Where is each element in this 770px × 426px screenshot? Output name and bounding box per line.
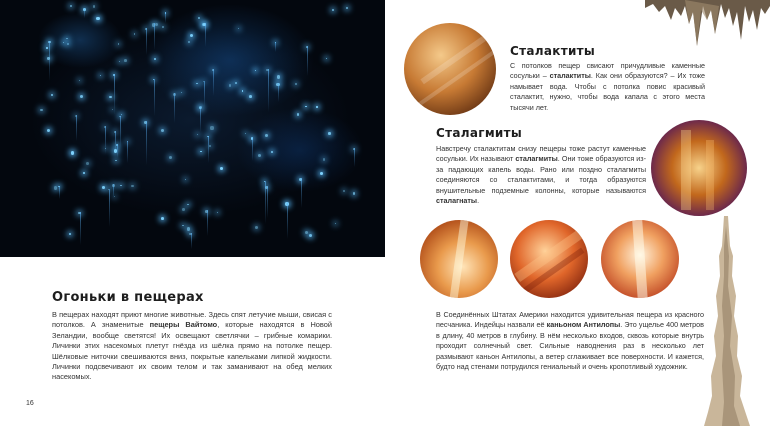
text-run: , которые находятся в Новой Зеландии, вообще светятся! Их освещают светлячки – грибные комарики. Личинки этих насекомых плетут гнёзда из шёлка прямо на потолке пещер. Шёлковые ниточки свешиваются вниз, покрытые капельками липкой жидкости. Личинки подсвечивают их своим телом и так заманивают на обед мелких насекомых. [52,320,332,382]
glowworm-light [93,5,96,8]
glowworm-light [54,186,57,189]
text-run: В пещерах находят приют многие животные. Здесь спят летучие мыши, свисая с потолков. А знаменитые [52,310,332,330]
glowworm-light [67,43,69,45]
glowworm-light [305,231,308,234]
glowworm-light [185,179,186,180]
glowworm-light [196,83,197,84]
glowworm-light [181,92,182,93]
silk-thread [213,69,214,96]
glowworm-light [242,90,244,92]
glowworm-light [323,158,326,161]
glowworm-light [115,160,116,161]
glowworm-light [187,204,188,205]
glowworm-light [217,212,218,213]
glowworm-light [295,83,297,85]
glowworm-light [346,7,348,9]
glowworm-light [40,109,43,112]
glowworm-light [71,151,74,154]
glowworm-light [161,129,164,132]
silk-thread [200,107,201,132]
glowworm-light [134,33,135,34]
glowworm-light [197,134,198,135]
antelope-canyon-paragraph [436,310,704,372]
glowworm-light [245,133,246,134]
glowworm-light [102,186,105,189]
glowworm-light [238,28,239,29]
silk-thread [146,121,147,165]
glowworm-light [100,75,101,76]
silk-thread [252,137,253,161]
glowworm-light [46,47,48,49]
glowworm-light [187,227,190,230]
glowworm-light [229,84,232,87]
glowworm-light [182,225,183,226]
silk-thread [113,184,114,198]
silk-thread [76,115,77,141]
glowworm-light [328,132,330,134]
glowworm-cave-photo [0,0,385,257]
glowworm-light [209,145,211,147]
silk-thread [49,41,50,81]
silk-thread [146,28,147,54]
glowworm-light [332,9,334,11]
glowworm-light [83,172,85,174]
glowworm-light [154,58,156,60]
text-run: В Соединённых Штатах Америки находится удивительная пещера из красного песчаника. Индейцы назвали её [436,310,704,330]
glowworm-light [190,34,193,37]
glowworm-light [118,43,119,44]
text-run: С потолков пещер свисают причудливые каменные сосульки – [510,61,705,81]
silk-thread [204,81,205,107]
glowworm-light [343,190,345,192]
glowworm-light [271,151,273,153]
left-page-paragraph [52,310,332,383]
glowworm-light [353,192,356,195]
glowworm-light [255,70,256,71]
silk-thread [154,23,155,49]
stalactites-title: Сталактиты [510,44,596,58]
bold-term: пещеры Вайтомо [149,320,218,330]
glowworm-light [188,41,190,43]
glowworm-light [316,106,317,107]
glowworm-light [155,23,158,26]
silk-thread [114,74,115,114]
glowworm-light [105,148,106,149]
bold-term: сталагнаты [436,196,478,206]
silk-thread [80,212,81,246]
glowworm-light [70,5,72,7]
glowworm-light [114,149,117,152]
glowworm-light [198,17,200,19]
glowworm-light [326,58,327,59]
glowworm-light [131,185,134,188]
glowworm-light [220,167,223,170]
stalagmites-paragraph [436,144,646,206]
silk-thread [154,79,155,117]
silk-thread [207,210,208,236]
glowworm-light [162,26,164,28]
glowworm-light [51,94,52,95]
glowworm-light [320,172,323,175]
glowworm-light [161,217,164,220]
stalagmites-photo [651,120,747,216]
stalagmites-title: Сталагмиты [436,126,523,140]
silk-thread [287,202,288,238]
text-run: . Это ущелье 400 метров в длину, 40 метров в глубину. В нём несколько входов, сквозь которые внутрь проходит солнечный свет. Сильные наводнения раз в несколько лет размывают каньон Антилопы, а ветер сглаживает все поверхности. И кажется, будто над стенами потрудился гениальный и очень кропотливый художник. [436,320,704,372]
silk-thread [267,186,268,218]
page-number: 16 [26,400,34,407]
text-run: . Они тоже образуются из-за падающих капель воды. Рано или поздно сталагмиты соединяются со сталактитами, и тогда образуются внушительные подземные колонны, которые называются [436,154,646,195]
glowworm-light [249,95,252,98]
silk-thread [174,93,175,123]
glowworm-light [182,208,185,211]
glowworm-light [169,156,172,159]
glowworm-light [305,106,306,107]
silk-thread [84,8,85,18]
bold-term: сталактиты [549,71,591,81]
glowworm-light [47,57,49,59]
glowworm-light [210,126,213,129]
bold-term: каньоном Антилопы [546,320,621,330]
glowworm-light [121,114,122,115]
silk-thread [278,83,279,102]
antelope-canyon-photo-3 [601,220,679,298]
stalactites-photo [404,23,496,115]
glowworm-light [120,185,122,187]
glowworm-light [63,42,64,43]
antelope-canyon-photo-2 [510,220,588,298]
antelope-canyon-photo-1 [420,220,498,298]
glowworm-light [69,233,71,235]
glowworm-light [112,109,113,110]
glowworm-light [47,129,50,132]
glowworm-light [80,95,83,98]
silk-thread [208,136,209,163]
glowworm-light [119,61,120,62]
glowworm-light [335,223,336,224]
glowworm-light [255,226,258,229]
silk-thread [105,126,106,154]
stalactites-paragraph [510,61,705,113]
silk-thread [205,23,206,47]
glowworm-light [124,59,127,62]
glowworm-light [235,82,237,84]
glowworm-light [86,162,89,165]
text-run: . [477,196,480,206]
silk-thread [265,181,266,224]
glowworm-light [200,151,201,152]
glowworm-light [66,38,67,39]
glowworm-light [297,113,299,115]
silk-thread [275,42,276,52]
silk-thread [268,69,269,113]
silk-thread [354,148,355,166]
silk-thread [109,189,110,227]
glowworm-light [79,80,80,81]
bold-term: сталагмиты [515,154,558,164]
silk-thread [165,12,166,23]
glowworm-light [309,234,312,237]
glowworm-light [258,154,261,157]
text-run: . Как они образуются? – Их тоже намывает вода. Чтобы с потолка повис красивый сталактит, нужно, чтобы вода капала с этого места тысячи лет. [510,71,705,112]
glowworm-light [277,75,280,78]
stalactite-formation-image [645,0,770,52]
silk-thread [191,233,192,249]
glowworm-light [109,96,112,99]
left-page-title: Огоньки в пещерах [52,290,204,305]
stalagmite-formation-image [702,216,752,426]
silk-thread [127,141,128,163]
glowworm-light [96,17,99,20]
text-run: Навстречу сталактитам снизу пещеры тоже растут каменные сосульки. Их называют [436,144,646,164]
silk-thread [59,186,60,199]
silk-thread [301,178,302,209]
silk-thread [120,116,121,149]
glowworm-light [265,134,268,137]
silk-thread [307,46,308,76]
